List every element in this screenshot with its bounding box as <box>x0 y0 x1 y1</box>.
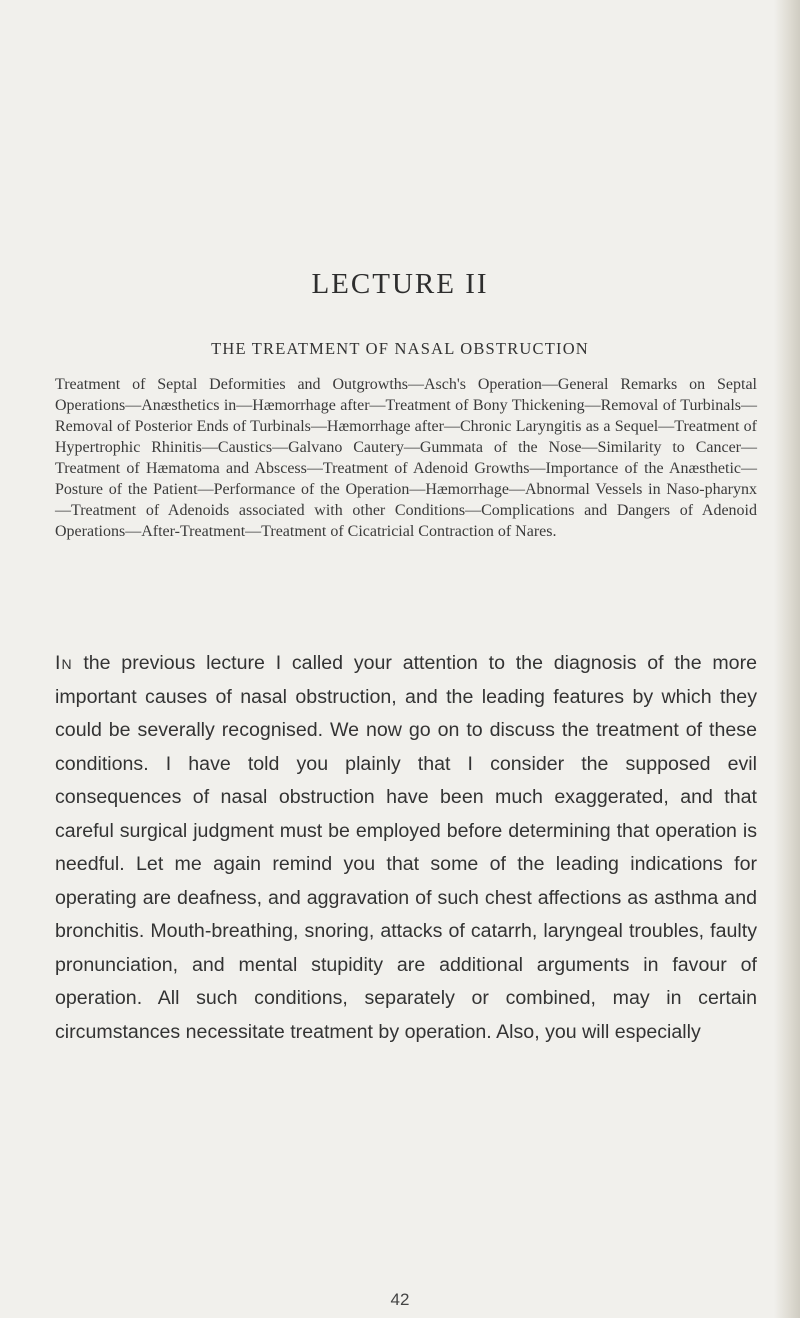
page-number: 42 <box>390 1290 410 1309</box>
lecture-subtitle: THE TREATMENT OF NASAL OBSTRUCTION <box>211 339 589 358</box>
page-edge-shadow <box>774 0 800 1318</box>
body-paragraph-text: the previous lecture I called your attention to the diagnosis of the more important causes of nasal obstruction, and the leading features by which they could be severally recognised. We now go on to discuss the treatment of these conditions. I have told you plainly that I consider the supposed evil consequences of nasal obstruction have been much exaggerated, and that careful surgical judgment must be employed before determining that operation is needful. Let me again remind you that some of the leading indications for operating are deafness, and aggravation of such chest affections as asthma and bronchitis. Mouth-breathing, snoring, attacks of catarrh, laryngeal troubles, faulty pronunciation, and mental stupidity are additional arguments in favour of operation. All such conditions, separately or combined, may in certain circumstances necessitate treatment by operation. Also, you will especially <box>55 652 757 1043</box>
lecture-title: LECTURE II <box>311 268 489 300</box>
body-paragraph <box>55 647 757 1049</box>
chapter-summary: Treatment of Septal Deformities and Outgrowths—Asch's Operation—General Remarks on Septal Operations—Anæsthetics in—Hæmorrhage after—Treatment of Bony Thickening—Removal of Turbinals—Removal of Posterior Ends of Turbinals—Hæmorrhage after—Chronic Laryngitis as a Sequel—Treatment of Hypertrophic Rhinitis—Caustics—Galvano Cautery—Gummata of the Nose—Similarity to Cancer—Treatment of Hæmatoma and Abscess—Treatment of Adenoid Growths—Importance of the Anæsthetic—Posture of the Patient—Performance of the Operation—Hæmorrhage—Abnormal Vessels in Naso-pharynx—Treatment of Adenoids associated with other Conditions—Complications and Dangers of Adenoid Operations—After-Treatment—Treatment of Cicatricial Contraction of Nares. <box>55 376 757 540</box>
body-lead-word: In <box>55 652 73 674</box>
